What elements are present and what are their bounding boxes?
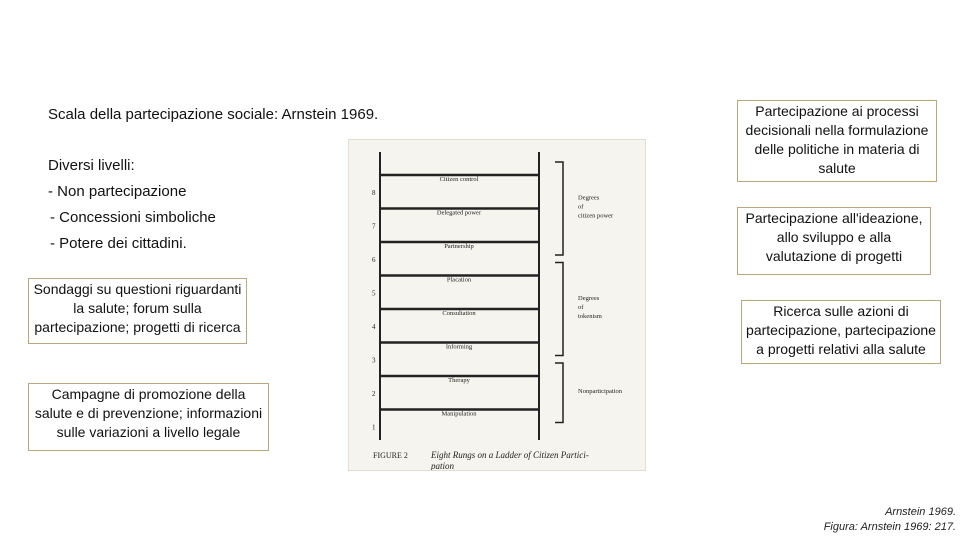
right-box-research: Ricerca sulle azioni di partecipazione, partecipazione a progetti relativi alla salute bbox=[741, 300, 941, 364]
slide-title: Scala della partecipazione sociale: Arnstein 1969. bbox=[48, 106, 379, 123]
group-bracket-2 bbox=[555, 263, 563, 356]
ladder-diagram bbox=[349, 140, 645, 470]
rung-label-4: Consultation bbox=[442, 310, 476, 317]
left-box-campaigns: Campagne di promozione della salute e di prevenzione; informazioni sulle variazioni a livello legale bbox=[28, 383, 269, 451]
right-box-decision-making: Partecipazione ai processi decisionali nella formulazione delle politiche in materia di salute bbox=[737, 100, 937, 182]
rung-label-1: Manipulation bbox=[441, 410, 477, 418]
rung-number-3: 3 bbox=[372, 356, 376, 365]
footer-reference: Arnstein 1969. bbox=[885, 506, 956, 518]
level-item-citizen-power: - Potere dei cittadini. bbox=[50, 235, 187, 252]
group-label-2-line-1: Degrees bbox=[578, 295, 600, 302]
rung-label-6: Partnership bbox=[444, 243, 474, 250]
figure-caption-text-2: pation bbox=[431, 461, 455, 470]
group-label-1-line-2: of bbox=[578, 203, 584, 211]
figure-caption-text: Eight Rungs on a Ladder of Citizen Partici- bbox=[431, 450, 589, 460]
rung-number-7: 7 bbox=[372, 222, 376, 231]
group-brackets bbox=[555, 162, 623, 423]
rung-label-5: Placation bbox=[446, 276, 472, 284]
footer-figure-source: Figura: Arnstein 1969: 217. bbox=[823, 521, 956, 533]
rung-number-6: 6 bbox=[372, 256, 376, 264]
rung-number-2: 2 bbox=[372, 390, 376, 398]
levels-heading: Diversi livelli: bbox=[48, 157, 135, 174]
rung-label-2: Therapy bbox=[448, 377, 470, 384]
rung-label-7: Delegated power bbox=[436, 209, 482, 217]
group-label-1-line-3: citizen power bbox=[578, 212, 614, 220]
group-label-1-line-1: Degrees bbox=[578, 194, 600, 202]
rung-number-4: 4 bbox=[372, 323, 376, 331]
group-label-2-line-2: of bbox=[578, 304, 584, 311]
rung-number-1: 1 bbox=[372, 423, 376, 432]
group-bracket-1 bbox=[555, 162, 563, 255]
level-item-non-participation: - Non partecipazione bbox=[48, 183, 187, 200]
group-label-3-line-1: Nonparticipation bbox=[578, 387, 623, 395]
rung-number-8: 8 bbox=[372, 189, 376, 197]
figure-caption-prefix: FIGURE 2 bbox=[373, 451, 408, 460]
rung-number-5: 5 bbox=[372, 289, 376, 298]
left-box-surveys: Sondaggi su questioni riguardanti la salute; forum sulla partecipazione; progetti di ricerca bbox=[28, 278, 247, 344]
rung-label-3: Informing bbox=[445, 343, 473, 351]
ladder-rungs bbox=[372, 175, 539, 432]
arnstein-ladder-figure bbox=[348, 139, 646, 471]
right-box-project-participation: Partecipazione all'ideazione, allo sviluppo e alla valutazione di progetti bbox=[737, 207, 931, 275]
level-item-tokenism: - Concessioni simboliche bbox=[50, 209, 216, 226]
rung-label-8: Citizen control bbox=[439, 176, 479, 183]
group-label-2-line-3: tokenism bbox=[578, 313, 602, 320]
group-bracket-3 bbox=[555, 363, 563, 423]
